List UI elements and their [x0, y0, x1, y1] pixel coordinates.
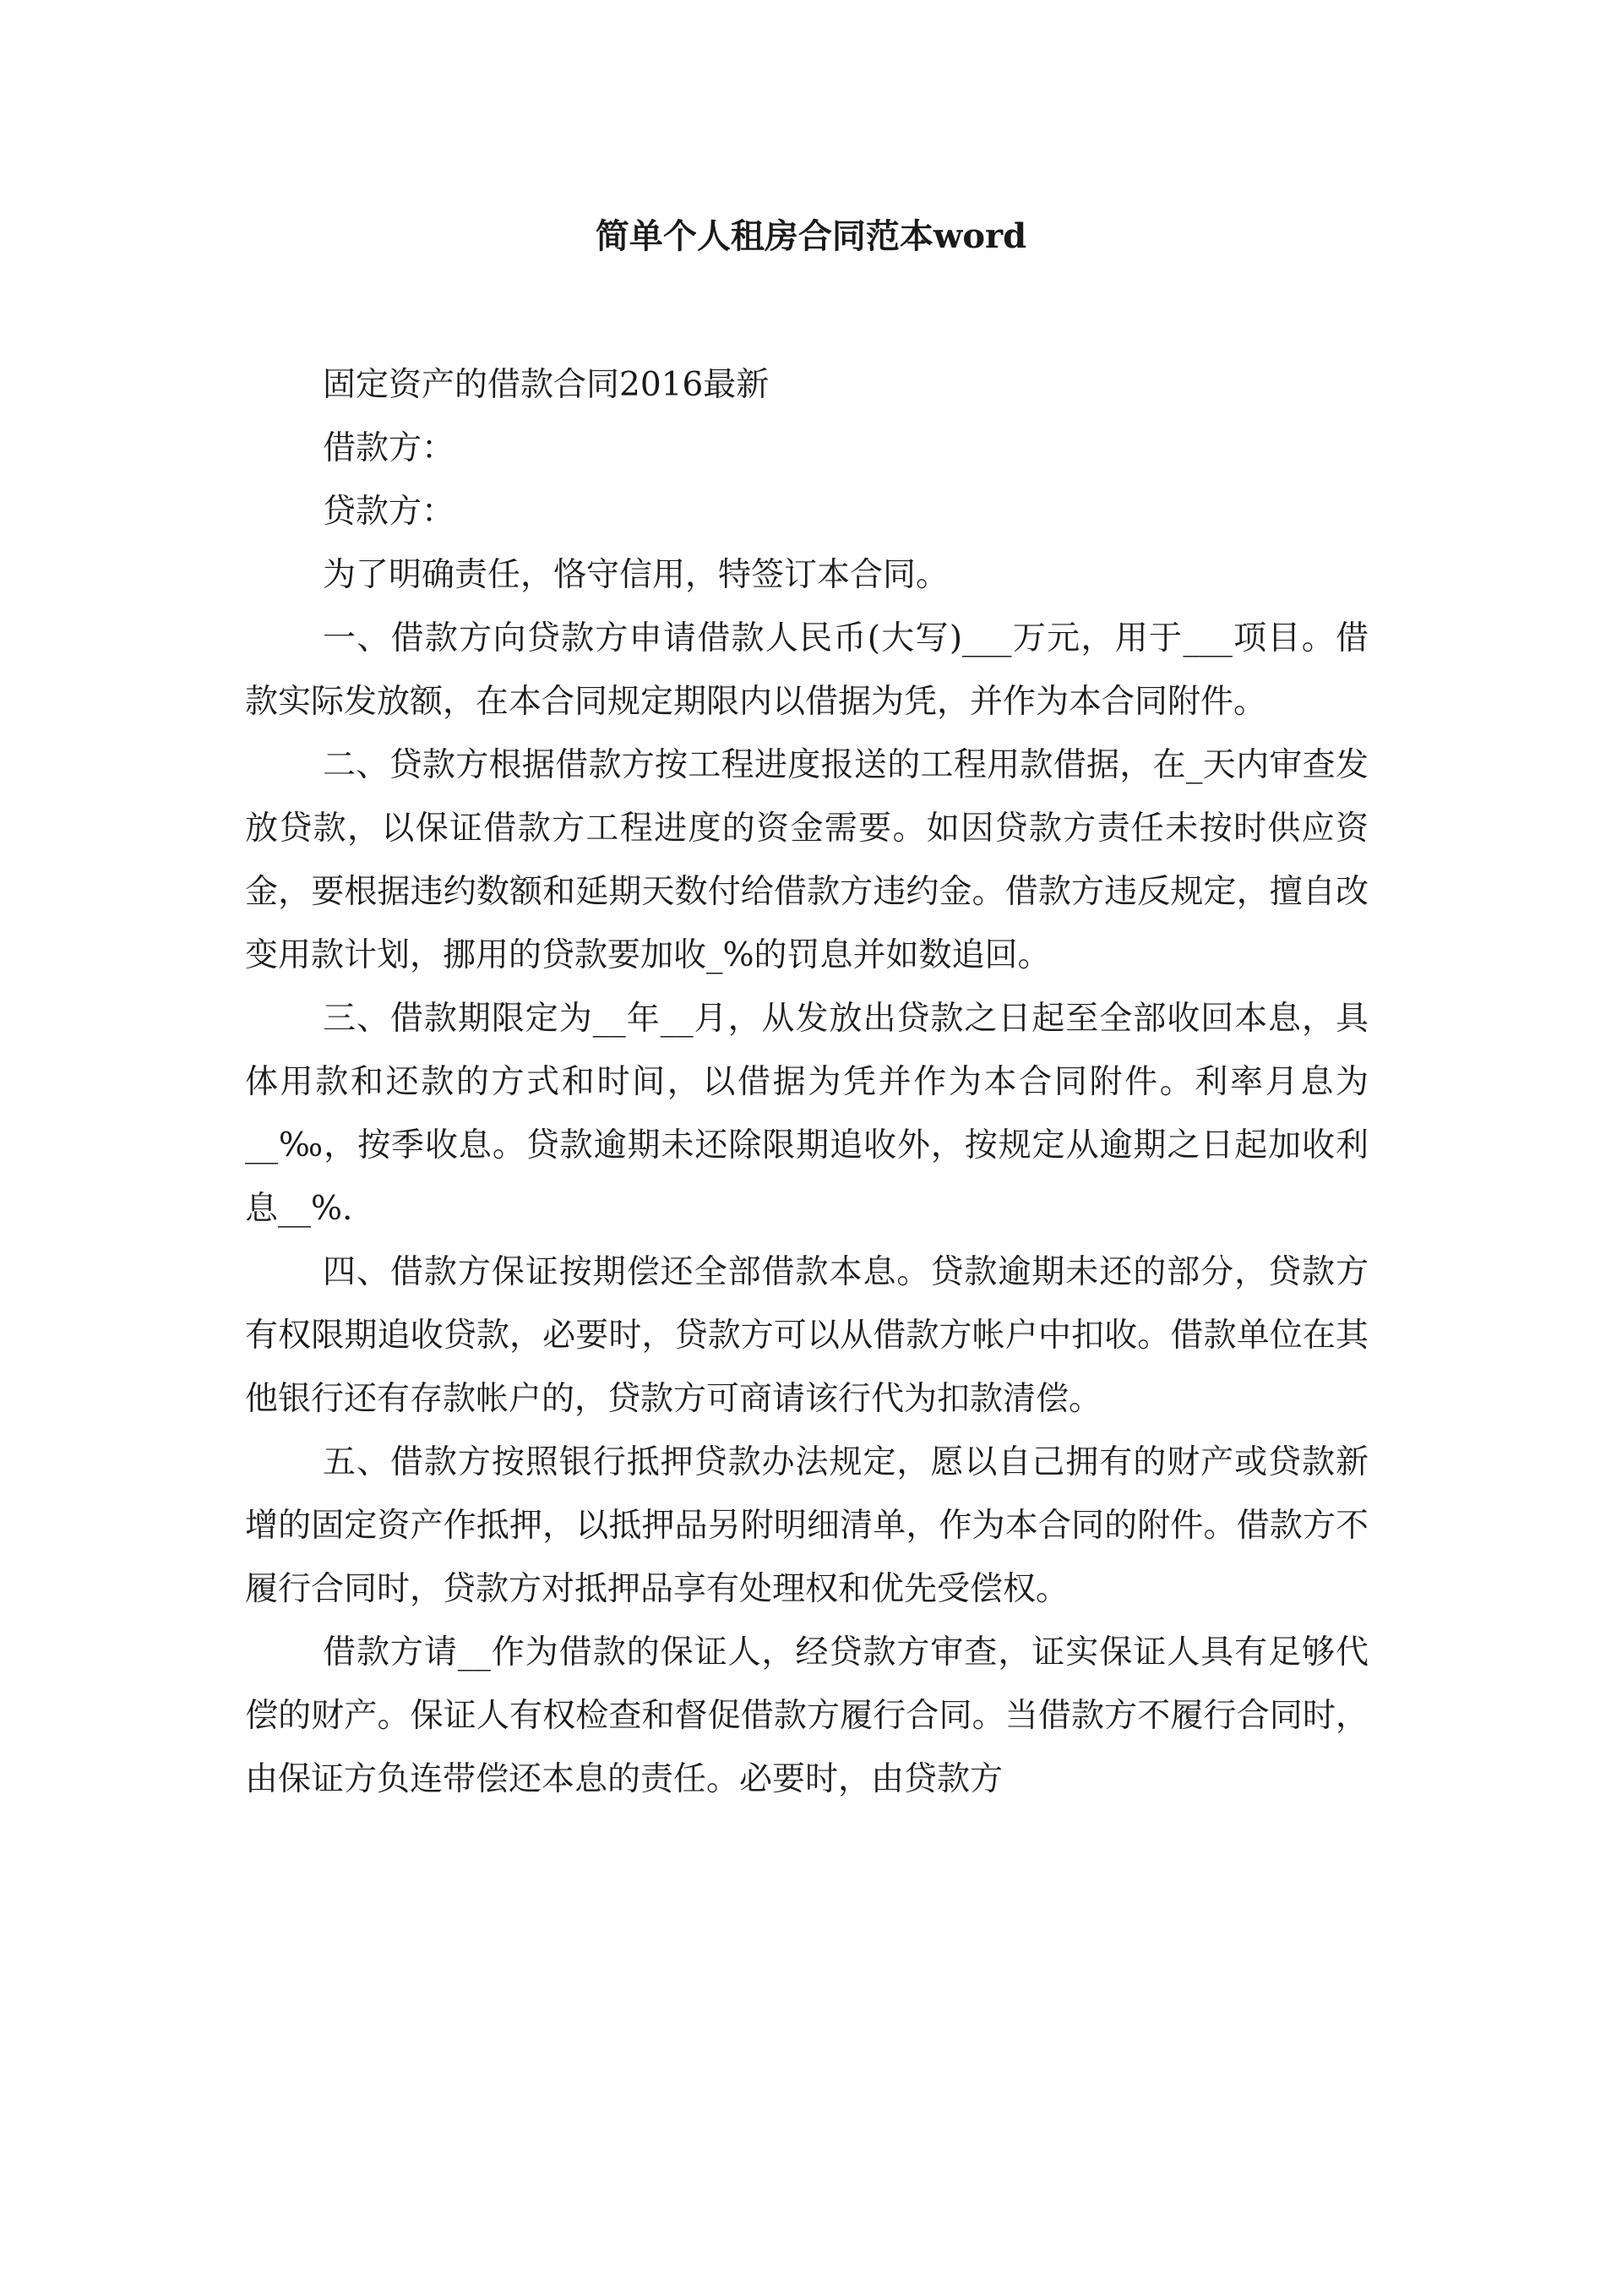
clause-3-paragraph: 三、借款期限定为__年__月，从发放出贷款之日起至全部收回本息，具体用款和还款的方式和时间，以借据为凭并作为本合同附件。利率月息为__‰，按季收息。贷款逾期未还除限期追收外，按规定从逾期之日起加收利息__%. [245, 1000, 1369, 1228]
contract-heading-line: 固定资产的借款合同2016最新 [323, 366, 770, 404]
lender-line: 贷款方： [323, 493, 455, 531]
preamble-line: 为了明确责任，恪守信用，特签订本合同。 [323, 556, 950, 594]
clause-4-paragraph: 四、借款方保证按期偿还全部借款本息。贷款逾期未还的部分，贷款方有权限期追收贷款，必要时，贷款方可以从借款方帐户中扣收。借款单位在其他银行还有存款帐户的，贷款方可商请该行代为扣款清偿。 [245, 1253, 1369, 1418]
guarantor-paragraph: 借款方请__作为借款的保证人，经贷款方审查，证实保证人具有足够代偿的财产。保证人有权检查和督促借款方履行合同。当借款方不履行合同时，由保证方负连带偿还本息的责任。必要时，由贷款方 [245, 1633, 1369, 1798]
document-body [245, 353, 1369, 1811]
clause-2-paragraph: 二、贷款方根据借款方按工程进度报送的工程用款借据，在_天内审查发放贷款，以保证借款方工程进度的资金需要。如因贷款方责任未按时供应资金，要根据违约数额和延期天数付给借款方违约金。借款方违反规定，擅自改变用款计划，挪用的贷款要加收_%的罚息并如数追回。 [245, 746, 1369, 974]
clause-1-paragraph: 一、借款方向贷款方申请借款人民币(大写)___万元，用于___项目。借款实际发放额，在本合同规定期限内以借据为凭，并作为本合同附件。 [245, 619, 1369, 721]
document-title: 简单个人租房合同范本word [595, 216, 1027, 256]
clause-5-paragraph: 五、借款方按照银行抵押贷款办法规定，愿以自己拥有的财产或贷款新增的固定资产作抵押，以抵押品另附明细清单，作为本合同的附件。借款方不履行合同时，贷款方对抵押品享有处理权和优先受偿权。 [245, 1443, 1369, 1608]
borrower-line: 借款方： [323, 429, 455, 467]
